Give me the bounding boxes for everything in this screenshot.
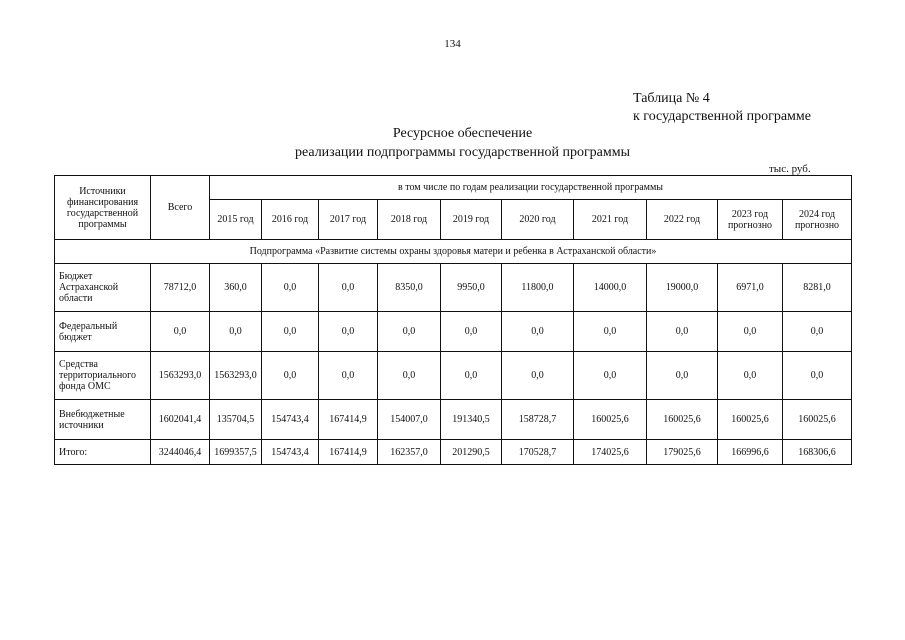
table-caption-subtitle: к государственной программе: [633, 109, 811, 124]
cell-value: 160025,6: [574, 400, 647, 440]
cell-total: 1602041,4: [151, 400, 210, 440]
subprogram-title: Подпрограмма «Развитие системы охраны здоровья матери и ребенка в Астраханской области»: [55, 240, 852, 264]
row-source: Итого:: [55, 440, 151, 465]
cell-value: 158728,7: [502, 400, 574, 440]
cell-total: 3244046,4: [151, 440, 210, 465]
cell-value: 160025,6: [647, 400, 718, 440]
cell-value: 0,0: [647, 352, 718, 400]
cell-value: 160025,6: [718, 400, 783, 440]
cell-total: 78712,0: [151, 264, 210, 312]
resource-table: [54, 175, 852, 465]
cell-value: 0,0: [574, 312, 647, 352]
page-number: 134: [444, 38, 461, 50]
units-label: тыс. руб.: [769, 163, 811, 175]
cell-value: 11800,0: [502, 264, 574, 312]
cell-value: 168306,6: [783, 440, 852, 465]
cell-value: 0,0: [210, 312, 262, 352]
header-years-group: в том числе по годам реализации государственной программы: [210, 176, 852, 200]
cell-value: 0,0: [502, 312, 574, 352]
cell-value: 0,0: [647, 312, 718, 352]
cell-value: 0,0: [378, 352, 441, 400]
table-row: [55, 264, 852, 312]
header-year: 2017 год: [319, 200, 378, 240]
row-source: Федеральный бюджет: [55, 312, 151, 352]
cell-value: 0,0: [262, 352, 319, 400]
cell-value: 0,0: [319, 312, 378, 352]
cell-value: 0,0: [718, 352, 783, 400]
cell-value: 167414,9: [319, 400, 378, 440]
header-year: 2018 год: [378, 200, 441, 240]
cell-value: 0,0: [441, 352, 502, 400]
table-row-total: [55, 440, 852, 465]
cell-value: 0,0: [262, 312, 319, 352]
cell-value: 201290,5: [441, 440, 502, 465]
cell-value: 0,0: [783, 352, 852, 400]
cell-total: 0,0: [151, 312, 210, 352]
header-total: Всего: [151, 176, 210, 240]
cell-value: 135704,5: [210, 400, 262, 440]
document-title-line1: Ресурсное обеспечение: [392, 126, 533, 141]
cell-value: 1699357,5: [210, 440, 262, 465]
header-year: 2022 год: [647, 200, 718, 240]
cell-value: 170528,7: [502, 440, 574, 465]
cell-value: 167414,9: [319, 440, 378, 465]
cell-value: 0,0: [378, 312, 441, 352]
cell-value: 0,0: [441, 312, 502, 352]
cell-value: 6971,0: [718, 264, 783, 312]
cell-value: 0,0: [574, 352, 647, 400]
cell-value: 162357,0: [378, 440, 441, 465]
cell-value: 191340,5: [441, 400, 502, 440]
cell-value: 19000,0: [647, 264, 718, 312]
cell-value: 0,0: [319, 264, 378, 312]
table-header-row: [55, 176, 852, 200]
header-year: 2020 год: [502, 200, 574, 240]
document-title-line2: реализации подпрограммы государственной программы: [294, 145, 631, 160]
cell-value: 14000,0: [574, 264, 647, 312]
cell-value: 154743,4: [262, 400, 319, 440]
cell-value: 360,0: [210, 264, 262, 312]
cell-value: 160025,6: [783, 400, 852, 440]
row-source: Внебюджетные источники: [55, 400, 151, 440]
cell-value: 154743,4: [262, 440, 319, 465]
cell-value: 0,0: [718, 312, 783, 352]
table-row: [55, 400, 852, 440]
cell-total: 1563293,0: [151, 352, 210, 400]
row-source: Средства территориального фонда ОМС: [55, 352, 151, 400]
header-year: 2019 год: [441, 200, 502, 240]
header-year: 2021 год: [574, 200, 647, 240]
cell-value: 174025,6: [574, 440, 647, 465]
cell-value: 154007,0: [378, 400, 441, 440]
cell-value: 8350,0: [378, 264, 441, 312]
cell-value: 9950,0: [441, 264, 502, 312]
header-year: 2023 год прогнозно: [718, 200, 783, 240]
row-source: Бюджет Астраханской области: [55, 264, 151, 312]
subprogram-row: [55, 240, 852, 264]
cell-value: 166996,6: [718, 440, 783, 465]
cell-value: 0,0: [262, 264, 319, 312]
cell-value: 0,0: [319, 352, 378, 400]
header-year: 2024 год прогнозно: [783, 200, 852, 240]
cell-value: 0,0: [783, 312, 852, 352]
cell-value: 179025,6: [647, 440, 718, 465]
header-year: 2016 год: [262, 200, 319, 240]
table-row: [55, 352, 852, 400]
header-year: 2015 год: [210, 200, 262, 240]
table-row: [55, 312, 852, 352]
cell-value: 1563293,0: [210, 352, 262, 400]
cell-value: 0,0: [502, 352, 574, 400]
table-caption-number: Таблица № 4: [633, 91, 710, 106]
header-source: Источники финансирования государственной программы: [55, 176, 151, 240]
cell-value: 8281,0: [783, 264, 852, 312]
